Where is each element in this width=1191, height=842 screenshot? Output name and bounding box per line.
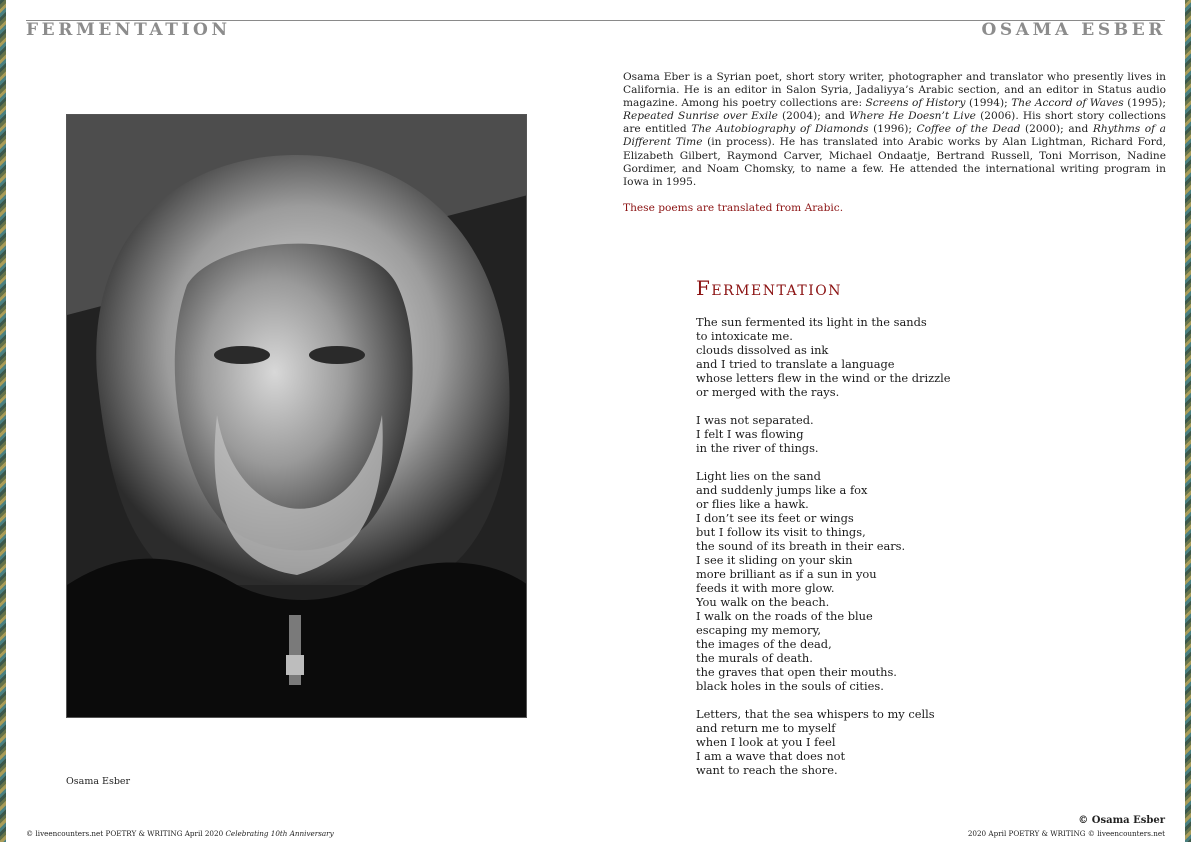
- poem-line: I see it sliding on your skin: [696, 553, 853, 567]
- translation-note: These poems are translated from Arabic.: [623, 202, 844, 214]
- poem-line: escaping my memory,: [696, 623, 821, 637]
- bio-text: (1995);: [1123, 97, 1166, 110]
- poem-line: or merged with the rays.: [696, 385, 840, 399]
- poem-line: when I look at you I feel: [696, 735, 836, 749]
- poem-line: but I follow its visit to things,: [696, 525, 866, 539]
- decorative-left-edge: [0, 0, 6, 842]
- bio-book-title: Coffee of the Dead: [916, 123, 1021, 136]
- poem-line: Light lies on the sand: [696, 469, 821, 483]
- running-title-left: FERMENTATION: [26, 20, 231, 40]
- poem-line: the graves that open their mouths.: [696, 665, 897, 679]
- bio-text: (2004); and: [777, 110, 849, 123]
- poem-line: the sound of its breath in their ears.: [696, 539, 906, 553]
- copyright-notice: © Osama Esber: [1078, 815, 1165, 826]
- poem-line: the images of the dead,: [696, 637, 832, 651]
- footer-left-italic: Celebrating 10th Anniversary: [225, 829, 334, 838]
- poem-line: I was not separated.: [696, 413, 814, 427]
- bio-text: (2000); and: [1020, 123, 1093, 136]
- poem-line: and return me to myself: [696, 721, 836, 735]
- bio-book-title: Repeated Sunrise over Exile: [623, 110, 778, 123]
- poem-line: the murals of death.: [696, 651, 813, 665]
- bio-text: (1994);: [965, 97, 1012, 110]
- decorative-right-edge: [1185, 0, 1191, 842]
- poem-line: and I tried to translate a language: [696, 357, 895, 371]
- footer-left: [26, 829, 334, 838]
- poem-line: feeds it with more glow.: [696, 581, 835, 595]
- bio-text: (in process). He has translated into Arabic works by Alan Lightman, Richard Ford, Elizabeth Gilbert, Raymond Carver, Michael Ondaatje, Bertrand Russell, Toni Morrison, Nadine Gordimer, and Noam Chomsky, to name a few. He attended the international writing program in Iowa in 1995.: [623, 136, 1166, 188]
- poem-line: The sun fermented its light in the sands: [696, 315, 927, 329]
- poem-line: You walk on the beach.: [696, 595, 830, 609]
- poem-line: more brilliant as if a sun in you: [696, 567, 877, 581]
- bio-book-title: Where He Doesn’t Live: [849, 110, 976, 123]
- poem-line: and suddenly jumps like a fox: [696, 483, 868, 497]
- portrait-illustration: [67, 115, 527, 718]
- bio-book-title: The Autobiography of Diamonds: [691, 123, 869, 136]
- poem-line: want to reach the shore.: [696, 763, 838, 777]
- footer-right: 2020 April POETRY & WRITING © liveencounters.net: [967, 829, 1165, 838]
- poem-stanza: [696, 413, 1026, 455]
- poem-line: in the river of things.: [696, 441, 819, 455]
- poem-line: clouds dissolved as ink: [696, 343, 829, 357]
- poem-stanza: [696, 469, 1026, 693]
- poem-stanza: [696, 315, 1026, 399]
- bio-book-title: Rhythms of a Different Time: [623, 123, 1166, 149]
- poem-body: [696, 315, 1026, 791]
- poem-line: I felt I was flowing: [696, 427, 804, 441]
- poem-line: whose letters flew in the wind or the drizzle: [696, 371, 951, 385]
- bio-book-title: The Accord of Waves: [1011, 97, 1124, 110]
- author-bio: [623, 71, 1166, 189]
- poem-title: Fermentation: [696, 276, 842, 300]
- poem-line: Letters, that the sea whispers to my cells: [696, 707, 935, 721]
- running-title-right: OSAMA ESBER: [981, 20, 1166, 40]
- bio-text: (1996);: [868, 123, 917, 136]
- poem-stanza: [696, 707, 1026, 777]
- author-portrait-photo: [66, 114, 527, 718]
- bio-text: (2006). His short story collections are entitled: [623, 110, 1166, 136]
- photo-caption: Osama Esber: [66, 776, 131, 787]
- poem-line: I don’t see its feet or wings: [696, 511, 854, 525]
- bio-text: Osama Eber is a Syrian poet, short story writer, photographer and translator who presently lives in California. He is an editor in Salon Syria, Jadaliyya’s Arabic section, and an editor in Status audio magazine. Among his poetry collections are:: [623, 71, 1166, 110]
- poem-line: I walk on the roads of the blue: [696, 609, 873, 623]
- poem-line: black holes in the souls of cities.: [696, 679, 884, 693]
- footer-left-text: © liveencounters.net POETRY & WRITING April 2020: [26, 829, 226, 838]
- poem-line: I am a wave that does not: [696, 749, 846, 763]
- bio-book-title: Screens of History: [865, 97, 966, 110]
- poem-line: to intoxicate me.: [696, 329, 793, 343]
- poem-line: or flies like a hawk.: [696, 497, 809, 511]
